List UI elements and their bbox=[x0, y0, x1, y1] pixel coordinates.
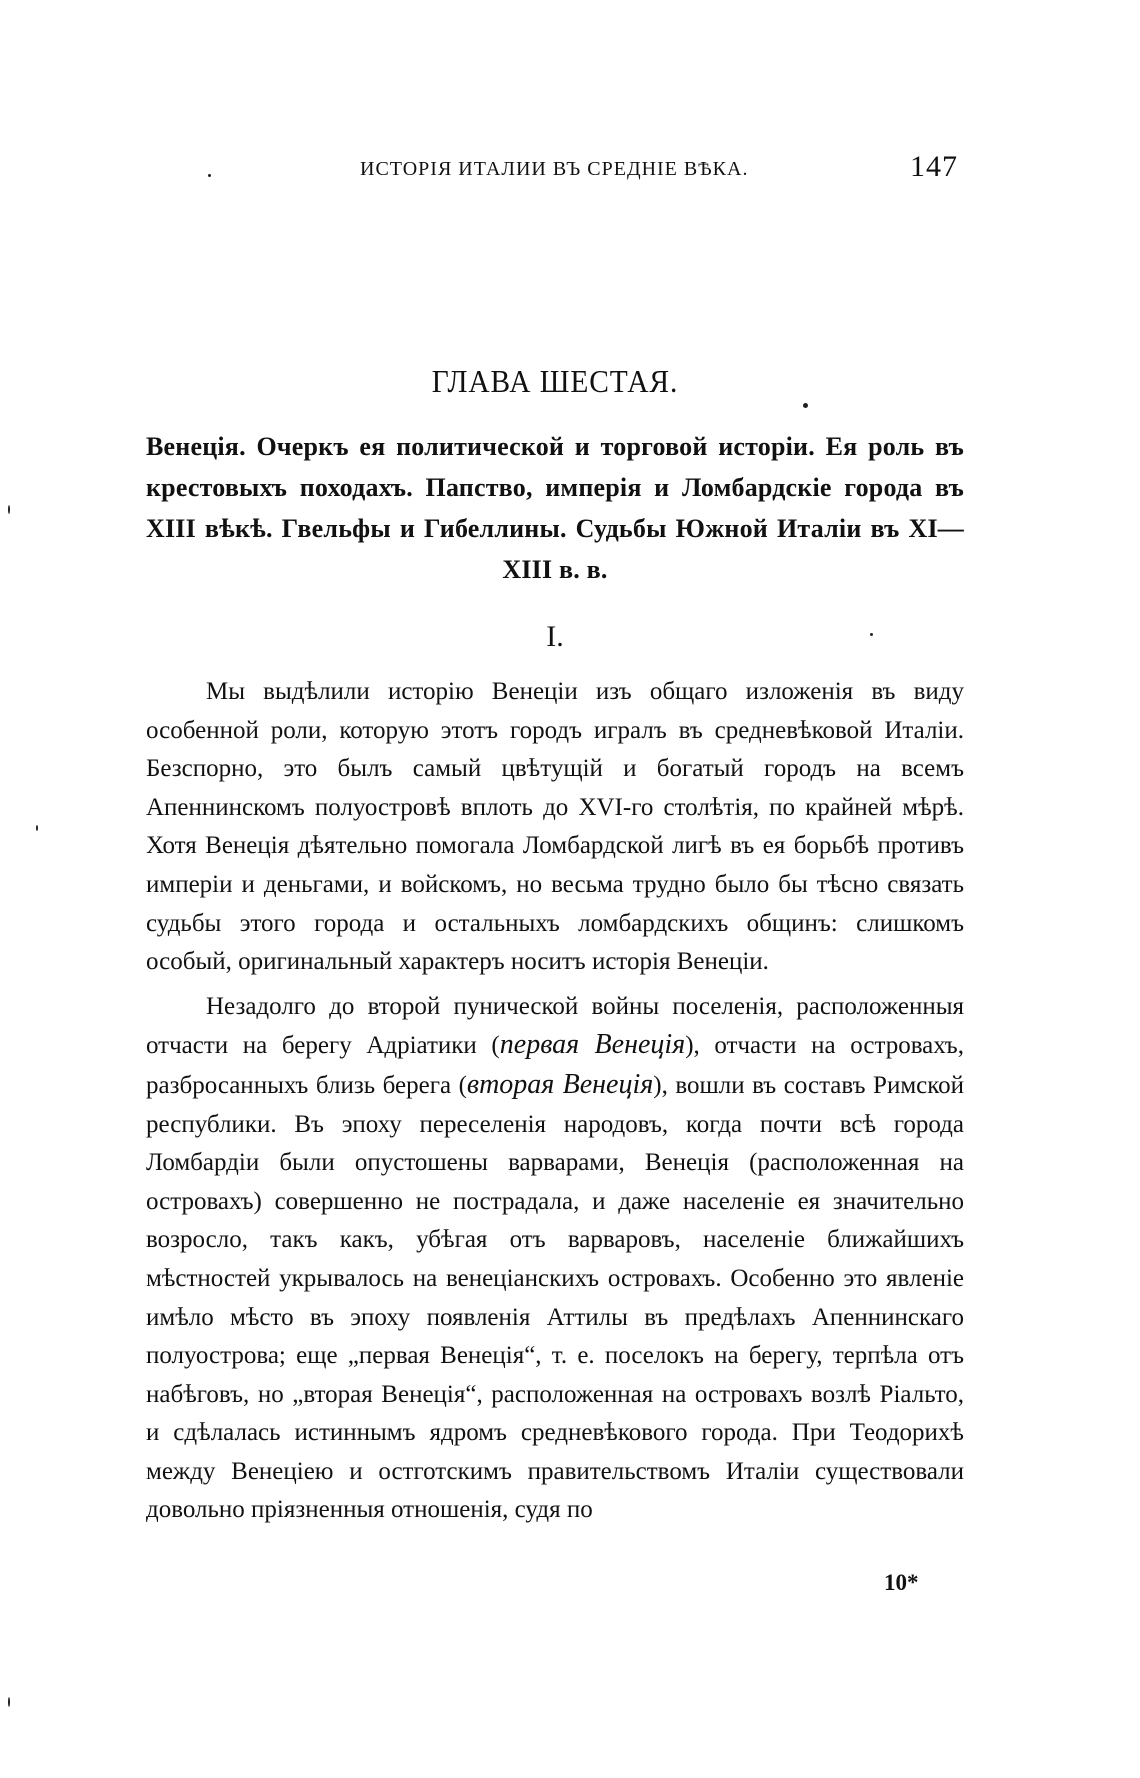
paragraph-2-text-a: Незадолго до второй пунической войны поселенія, расположенныя отчасти на берегу Адріатики ( bbox=[146, 992, 964, 1060]
running-title: ИСТОРІЯ ИТАЛИИ ВЪ СРЕДНІЕ ВѢКА. bbox=[360, 158, 749, 180]
body-text bbox=[146, 673, 964, 1530]
scan-speck bbox=[208, 174, 211, 177]
italic-first-venice: первая Венеція bbox=[499, 1029, 686, 1061]
running-head bbox=[146, 150, 964, 190]
scan-speck bbox=[36, 825, 38, 831]
scan-speck bbox=[8, 1697, 10, 1707]
chapter-title: ГЛАВА ШЕСТАЯ. bbox=[431, 363, 679, 399]
page-number: 147 bbox=[910, 150, 958, 183]
scan-speck bbox=[8, 505, 10, 514]
italic-second-venice: вторая Венеція bbox=[466, 1068, 654, 1100]
scan-speck bbox=[803, 403, 808, 408]
paragraph-1: Мы выдѣлили исторію Венеціи изъ общаго изложенія въ виду особенной роли, которую этотъ городъ игралъ въ средневѣковой Италіи. Безспорно, это былъ самый цвѣтущій и богатый городъ на всемъ Апеннинскомъ полуостровѣ вплоть до XVI-го столѣтія, по крайней мѣрѣ. Хотя Венеція дѣятельно помогала Ломбардской лигѣ въ ея борьбѣ противъ имперіи и деньгами, и войскомъ, но весьма трудно было бы тѣсно связать судьбы этого города и остальныхъ ломбардскихъ общинъ: слишкомъ особый, оригинальный характеръ носитъ исторія Венеціи. bbox=[146, 678, 964, 976]
section-number: I. bbox=[546, 620, 564, 653]
paragraph-2-text-c: ), вошли въ составъ Римской республики. Въ эпоху переселенія народовъ, когда почти всѣ города Ломбардіи были опустошены варварами, Венеція (расположенная на островахъ) совершенно не пострадала, и даже населеніе ея значительно возросло, такъ какъ, убѣгая отъ варваровъ, населеніе ближайшихъ мѣстностей укрывалось на венеціанскихъ островахъ. Особенно это явленіе имѣло мѣсто въ эпоху появленія Аттилы въ предѣлахъ Апеннинскаго полуострова; еще „первая Венеція“, т. е. поселокъ на берегу, терпѣла отъ набѣговъ, но „вторая Венеція“, расположенная на островахъ возлѣ Ріальто, и сдѣлалась истиннымъ ядромъ средневѣкового города. При Теодорихѣ между Венеціею и остготскимъ правительствомъ Италіи существовали довольно пріязненныя отношенія, судя по bbox=[146, 1071, 964, 1524]
paragraph-2 bbox=[146, 988, 964, 1530]
signature-mark: 10* bbox=[884, 1570, 919, 1595]
scan-speck bbox=[870, 633, 873, 636]
page-content bbox=[146, 150, 964, 1595]
chapter-summary: Венеція. Очеркъ ея политической и торговой исторіи. Ея роль въ крестовыхъ походахъ. Папство, имперія и Ломбардскіе города въ XIII вѣкѣ. Гвельфы и Гибеллины. Судьбы Южной Италіи въ XI—XIII в. в. bbox=[146, 432, 964, 584]
paragraph-2-text-b: ), отчасти на островахъ, разбросанныхъ близь берега ( bbox=[146, 1032, 964, 1099]
